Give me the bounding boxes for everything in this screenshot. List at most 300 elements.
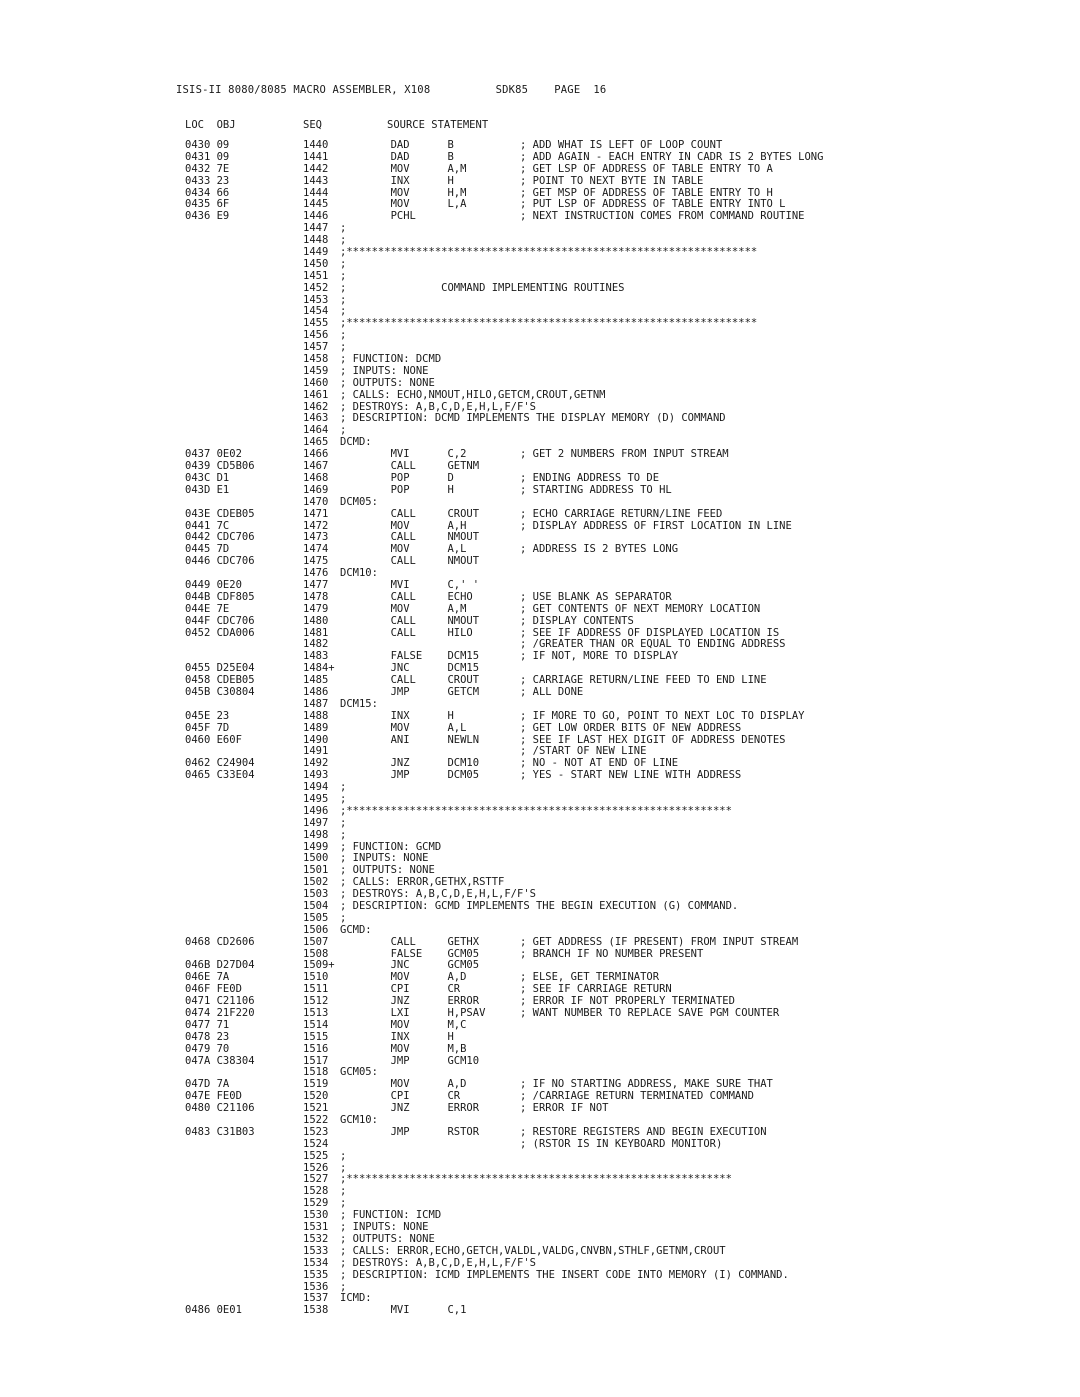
- sequence-number: 1516: [303, 1042, 329, 1055]
- sequence-number: 1503: [303, 888, 329, 901]
- source-statement: MOV A,L: [340, 721, 467, 734]
- sequence-number: 1523: [303, 1125, 329, 1138]
- comment: ; ADDRESS IS 2 BYTES LONG: [520, 543, 679, 556]
- source-statement: CALL NMOUT: [340, 555, 480, 568]
- comment: ; NEXT INSTRUCTION COMES FROM COMMAND ROUTINE: [520, 210, 805, 223]
- loc-obj-code: 047A C38304: [185, 1054, 255, 1067]
- listing-line: [0, 1103, 1080, 1115]
- source-statement: ;: [340, 1161, 347, 1174]
- listing-line: [0, 354, 1080, 366]
- source-statement: ;: [340, 792, 347, 805]
- source-statement: JNZ DCM10: [340, 757, 480, 770]
- listing-line: [0, 1139, 1080, 1151]
- listing-line: [0, 1056, 1080, 1068]
- sequence-number: 1448: [303, 234, 329, 247]
- listing-line: [0, 877, 1080, 889]
- sequence-number: 1445: [303, 198, 329, 211]
- source-statement: CALL GETNM: [340, 460, 480, 473]
- loc-obj-code: 0436 E9: [185, 210, 230, 223]
- loc-obj-code: 046F FE0D: [185, 983, 242, 996]
- sequence-number: 1512: [303, 995, 329, 1008]
- comment: ; ERROR IF NOT: [520, 1102, 609, 1115]
- comment: ; ELSE, GET TERMINATOR: [520, 971, 660, 984]
- listing-line: [0, 1008, 1080, 1020]
- sequence-number: 1488: [303, 709, 329, 722]
- listing-line: [0, 782, 1080, 794]
- loc-obj-code: 0432 7E: [185, 162, 230, 175]
- loc-obj-code: 0479 70: [185, 1042, 230, 1055]
- sequence-number: 1526: [303, 1161, 329, 1174]
- sequence-number: 1490: [303, 733, 329, 746]
- comment: ; CARRIAGE RETURN/LINE FEED TO END LINE: [520, 674, 767, 687]
- source-statement: MOV H,M: [340, 186, 467, 199]
- listing-line: [0, 818, 1080, 830]
- sequence-number: 1508: [303, 947, 329, 960]
- source-statement: ;: [340, 781, 347, 794]
- source-statement: ;: [340, 222, 347, 235]
- listing-line: [0, 497, 1080, 509]
- listing-line: [0, 152, 1080, 164]
- source-statement: MOV A,M: [340, 162, 467, 175]
- source-statement: JNC DCM15: [340, 662, 480, 675]
- listing-line: [0, 1186, 1080, 1198]
- source-statement: MOV M,B: [340, 1042, 467, 1055]
- sequence-number: 1538: [303, 1304, 329, 1317]
- listing-line: [0, 711, 1080, 723]
- comment: ; GET LOW ORDER BITS OF NEW ADDRESS: [520, 721, 742, 734]
- sequence-number: 1511: [303, 983, 329, 996]
- sequence-number: 1441: [303, 150, 329, 163]
- source-statement: ; CALLS: ECHO,NMOUT,HILO,GETCM,CROUT,GETNM: [340, 388, 606, 401]
- listing-line: [0, 723, 1080, 735]
- sequence-number: 1534: [303, 1256, 329, 1269]
- source-statement: MOV A,D: [340, 1078, 467, 1091]
- source-statement: JMP GCM10: [340, 1054, 480, 1067]
- comment: ; ENDING ADDRESS TO DE: [520, 471, 660, 484]
- listing-line: [0, 223, 1080, 235]
- comment: ; IF MORE TO GO, POINT TO NEXT LOC TO DISPLAY: [520, 709, 805, 722]
- comment: ; /CARRIAGE RETURN TERMINATED COMMAND: [520, 1090, 754, 1103]
- loc-obj-code: 0486 0E01: [185, 1304, 242, 1317]
- sequence-number: 1487: [303, 697, 329, 710]
- sequence-number: 1478: [303, 590, 329, 603]
- listing-line: [0, 1293, 1080, 1305]
- comment: ; IF NO STARTING ADDRESS, MAKE SURE THAT: [520, 1078, 773, 1091]
- source-statement: ;: [340, 1197, 347, 1210]
- sequence-number: 1472: [303, 519, 329, 532]
- source-statement: ; DESCRIPTION: DCMD IMPLEMENTS THE DISPLAY MEMORY (D) COMMAND: [340, 412, 726, 425]
- sequence-number: 1476: [303, 567, 329, 580]
- sequence-number: 1461: [303, 388, 329, 401]
- page-number: 16: [593, 84, 607, 96]
- source-statement: CALL NMOUT: [340, 531, 480, 544]
- source-statement: CALL GETHX: [340, 935, 480, 948]
- loc-obj-code: 0449 0E20: [185, 578, 242, 591]
- sequence-number: 1483: [303, 650, 329, 663]
- listing-line: [0, 1305, 1080, 1317]
- comment: ; ADD WHAT IS LEFT OF LOOP COUNT: [520, 139, 723, 151]
- sequence-number: 1531: [303, 1221, 329, 1234]
- sequence-number: 1514: [303, 1018, 329, 1031]
- source-listing: [0, 140, 1080, 1317]
- sequence-number: 1518: [303, 1066, 329, 1079]
- sequence-number: 1499: [303, 840, 329, 853]
- sequence-number: 1485: [303, 674, 329, 687]
- sequence-number: 1465: [303, 436, 329, 449]
- sequence-number: 1486: [303, 685, 329, 698]
- listing-line: [0, 865, 1080, 877]
- source-statement: FALSE DCM15: [340, 650, 480, 663]
- comment: ; RESTORE REGISTERS AND BEGIN EXECUTION: [520, 1125, 767, 1138]
- sequence-number: 1481: [303, 626, 329, 639]
- source-statement: JNZ ERROR: [340, 1102, 480, 1115]
- comment: ; SEE IF CARRIAGE RETURN: [520, 983, 672, 996]
- comment: ; WANT NUMBER TO REPLACE SAVE PGM COUNTER: [520, 1007, 780, 1020]
- sequence-number: 1507: [303, 935, 329, 948]
- comment: ; PUT LSP OF ADDRESS OF TABLE ENTRY INTO L: [520, 198, 786, 211]
- sequence-number: 1527: [303, 1173, 329, 1186]
- source-statement: ; DESTROYS: A,B,C,D,E,H,L,F/F'S: [340, 1256, 536, 1269]
- sequence-number: 1522: [303, 1114, 329, 1127]
- sequence-number: 1536: [303, 1280, 329, 1293]
- listing-line: [0, 1246, 1080, 1258]
- sequence-number: 1525: [303, 1149, 329, 1162]
- listing-line: [0, 211, 1080, 223]
- sequence-number: 1501: [303, 864, 329, 877]
- loc-obj-code: 046B D27D04: [185, 959, 255, 972]
- comment: ; ALL DONE: [520, 685, 584, 698]
- source-statement: INX H: [340, 709, 454, 722]
- source-statement: ;: [340, 234, 347, 247]
- source-statement: MOV A,H: [340, 519, 467, 532]
- listing-line: [0, 425, 1080, 437]
- comment: ; /START OF NEW LINE: [520, 745, 647, 758]
- sequence-number: 1471: [303, 507, 329, 520]
- sequence-number: 1443: [303, 174, 329, 187]
- source-statement: JNC GCM05: [340, 959, 480, 972]
- source-statement: ; DESTROYS: A,B,C,D,E,H,L,F/F'S: [340, 888, 536, 901]
- sequence-number: 1495: [303, 792, 329, 805]
- loc-obj-code: 0442 CDC706: [185, 531, 255, 544]
- source-statement: CPI CR: [340, 983, 461, 996]
- listing-line: [0, 699, 1080, 711]
- source-statement: DCMD:: [340, 436, 372, 449]
- source-statement: MOV A,D: [340, 971, 467, 984]
- comment: ; ADD AGAIN - EACH ENTRY IN CADR IS 2 BYTES LONG: [520, 150, 824, 163]
- source-statement: INX H: [340, 1030, 454, 1043]
- source-statement: ; FUNCTION: ICMD: [340, 1209, 442, 1222]
- sequence-number: 1497: [303, 816, 329, 829]
- sequence-number: 1533: [303, 1244, 329, 1257]
- listing-line: [0, 271, 1080, 283]
- loc-obj-code: 0435 6F: [185, 198, 230, 211]
- listing-line: [0, 1198, 1080, 1210]
- source-statement: ; FUNCTION: GCMD: [340, 840, 442, 853]
- listing-line: [0, 509, 1080, 521]
- sequence-number: 1460: [303, 376, 329, 389]
- comment: ; YES - START NEW LINE WITH ADDRESS: [520, 769, 742, 782]
- sequence-number: 1446: [303, 210, 329, 223]
- sequence-number: 1529: [303, 1197, 329, 1210]
- source-statement: GCM05:: [340, 1066, 378, 1079]
- loc-obj-code: 0430 09: [185, 139, 230, 151]
- sequence-number: 1491: [303, 745, 329, 758]
- source-statement: ;: [340, 911, 347, 924]
- source-statement: ; CALLS: ERROR,GETHX,RSTTF: [340, 876, 505, 889]
- sequence-number: 1466: [303, 448, 329, 461]
- listing-line: [0, 901, 1080, 913]
- listing-line: [0, 1282, 1080, 1294]
- comment: ; USE BLANK AS SEPARATOR: [520, 590, 672, 603]
- loc-obj-code: 045B C30804: [185, 685, 255, 698]
- sequence-number: 1444: [303, 186, 329, 199]
- source-statement: ;: [340, 828, 347, 841]
- listing-line: [0, 342, 1080, 354]
- sequence-number: 1530: [303, 1209, 329, 1222]
- comment: ; SEE IF LAST HEX DIGIT OF ADDRESS DENOTES: [520, 733, 786, 746]
- sequence-number: 1520: [303, 1090, 329, 1103]
- listing-line: [0, 830, 1080, 842]
- source-statement: ; DESCRIPTION: GCMD IMPLEMENTS THE BEGIN EXECUTION (G) COMMAND.: [340, 900, 739, 912]
- sequence-number: 1440: [303, 139, 329, 151]
- comment: ; /GREATER THAN OR EQUAL TO ENDING ADDRESS: [520, 638, 786, 651]
- source-statement: ;: [340, 341, 347, 354]
- sequence-number: 1528: [303, 1185, 329, 1198]
- sequence-number: 1468: [303, 471, 329, 484]
- loc-obj-code: 0439 CD5B06: [185, 460, 255, 473]
- loc-obj-code: 0452 CDA006: [185, 626, 255, 639]
- loc-obj-code: 0468 CD2606: [185, 935, 255, 948]
- sequence-number: 1477: [303, 578, 329, 591]
- source-statement: POP D: [340, 471, 454, 484]
- source-statement: ;: [340, 293, 347, 306]
- source-statement: POP H: [340, 483, 454, 496]
- listing-line: [0, 1174, 1080, 1186]
- loc-obj-code: 047D 7A: [185, 1078, 230, 1091]
- comment: ; ECHO CARRIAGE RETURN/LINE FEED: [520, 507, 723, 520]
- listing-line: [0, 937, 1080, 949]
- source-statement: ;: [340, 305, 347, 318]
- sequence-number: 1524: [303, 1137, 329, 1150]
- source-statement: ;: [340, 329, 347, 342]
- sequence-number: 1464: [303, 424, 329, 437]
- sequence-number: 1515: [303, 1030, 329, 1043]
- source-statement: ;: [340, 1185, 347, 1198]
- listing-line: [0, 544, 1080, 556]
- listing-line: [0, 1270, 1080, 1282]
- source-statement: ; DESTROYS: A,B,C,D,E,H,L,F/F'S: [340, 400, 536, 413]
- comment: ; ERROR IF NOT PROPERLY TERMINATED: [520, 995, 735, 1008]
- sequence-number: 1506: [303, 923, 329, 936]
- comment: ; DISPLAY ADDRESS OF FIRST LOCATION IN LINE: [520, 519, 792, 532]
- sequence-number: 1456: [303, 329, 329, 342]
- loc-obj-code: 0478 23: [185, 1030, 230, 1043]
- source-statement: FALSE GCM05: [340, 947, 480, 960]
- sequence-number: 1513: [303, 1007, 329, 1020]
- source-statement: DAD B: [340, 150, 454, 163]
- source-statement: ; OUTPUTS: NONE: [340, 376, 435, 389]
- comment: ; STARTING ADDRESS TO HL: [520, 483, 672, 496]
- listing-line: [0, 842, 1080, 854]
- sequence-number: 1492: [303, 757, 329, 770]
- sequence-number: 1510: [303, 971, 329, 984]
- comment: ; GET LSP OF ADDRESS OF TABLE ENTRY TO A: [520, 162, 773, 175]
- source-statement: CPI CR: [340, 1090, 461, 1103]
- source-statement: ;: [340, 269, 347, 282]
- sequence-number: 1473: [303, 531, 329, 544]
- source-statement: GCMD:: [340, 923, 372, 936]
- column-header-seq: SEQ: [303, 119, 322, 131]
- listing-line: [0, 1020, 1080, 1032]
- loc-obj-code: 044F CDC706: [185, 614, 255, 627]
- source-statement: ; OUTPUTS: NONE: [340, 864, 435, 877]
- listing-line: [0, 592, 1080, 604]
- comment: ; POINT TO NEXT BYTE IN TABLE: [520, 174, 704, 187]
- page-header: [176, 84, 606, 96]
- sequence-number: 1498: [303, 828, 329, 841]
- listing-line: [0, 604, 1080, 616]
- loc-obj-code: 043D E1: [185, 483, 230, 496]
- listing-line: [0, 1032, 1080, 1044]
- listing-line: [0, 913, 1080, 925]
- listing-line: [0, 1258, 1080, 1270]
- listing-line: [0, 378, 1080, 390]
- listing-line: [0, 1151, 1080, 1163]
- sequence-number: 1449: [303, 246, 329, 259]
- loc-obj-code: 0431 09: [185, 150, 230, 163]
- source-statement: ;: [340, 1280, 347, 1293]
- sequence-number: 1452: [303, 281, 329, 294]
- loc-obj-code: 043C D1: [185, 471, 230, 484]
- comment: ; DISPLAY CONTENTS: [520, 614, 634, 627]
- source-statement: ; INPUTS: NONE: [340, 852, 429, 865]
- loc-obj-code: 0460 E60F: [185, 733, 242, 746]
- source-statement: ;: [340, 1149, 347, 1162]
- source-statement: MVI C,2: [340, 448, 467, 461]
- source-statement: MOV A,M: [340, 602, 467, 615]
- sequence-number: 1459: [303, 364, 329, 377]
- loc-obj-code: 0465 C33E04: [185, 769, 255, 782]
- sequence-number: 1493: [303, 769, 329, 782]
- comment: ; BRANCH IF NO NUMBER PRESENT: [520, 947, 704, 960]
- listing-line: [0, 1044, 1080, 1056]
- listing-line: [0, 485, 1080, 497]
- sequence-number: 1484+: [303, 662, 335, 675]
- source-statement: ;*************************************************************: [340, 804, 732, 817]
- source-statement: CALL CROUT: [340, 674, 480, 687]
- sequence-number: 1482: [303, 638, 329, 651]
- sequence-number: 1474: [303, 543, 329, 556]
- comment: ; NO - NOT AT END OF LINE: [520, 757, 679, 770]
- source-statement: ; INPUTS: NONE: [340, 1221, 429, 1234]
- sequence-number: 1447: [303, 222, 329, 235]
- listing-line: [0, 366, 1080, 378]
- loc-obj-code: 0437 0E02: [185, 448, 242, 461]
- column-header-source: SOURCE STATEMENT: [387, 119, 489, 131]
- source-statement: ICMD:: [340, 1292, 372, 1305]
- source-statement: CALL CROUT: [340, 507, 480, 520]
- sequence-number: 1521: [303, 1102, 329, 1115]
- comment: ; SEE IF ADDRESS OF DISPLAYED LOCATION IS: [520, 626, 780, 639]
- sequence-number: 1519: [303, 1078, 329, 1091]
- sequence-number: 1457: [303, 341, 329, 354]
- sequence-number: 1467: [303, 460, 329, 473]
- source-statement: JMP DCM05: [340, 769, 480, 782]
- source-statement: MOV A,L: [340, 543, 467, 556]
- source-statement: LXI H,PSAV: [340, 1007, 486, 1020]
- source-statement: ;*****************************************************************: [340, 317, 758, 330]
- listing-line: [0, 413, 1080, 425]
- listing-line: [0, 330, 1080, 342]
- comment: ; GET ADDRESS (IF PRESENT) FROM INPUT STREAM: [520, 935, 799, 948]
- sequence-number: 1504: [303, 900, 329, 912]
- sequence-number: 1470: [303, 495, 329, 508]
- listing-line: [0, 1222, 1080, 1234]
- comment: ; IF NOT, MORE TO DISPLAY: [520, 650, 679, 663]
- source-statement: CALL HILO: [340, 626, 473, 639]
- source-statement: MVI C,' ': [340, 578, 480, 591]
- sequence-number: 1505: [303, 911, 329, 924]
- source-statement: JMP GETCM: [340, 685, 480, 698]
- source-statement: INX H: [340, 174, 454, 187]
- listing-line: [0, 568, 1080, 580]
- listing-line: [0, 259, 1080, 271]
- sequence-number: 1458: [303, 353, 329, 366]
- loc-obj-code: 0455 D25E04: [185, 662, 255, 675]
- listing-line: [0, 521, 1080, 533]
- listing-line: [0, 1210, 1080, 1222]
- listing-line: [0, 318, 1080, 330]
- listing-line: [0, 770, 1080, 782]
- listing-line: [0, 806, 1080, 818]
- comment: ; (RSTOR IS IN KEYBOARD MONITOR): [520, 1137, 723, 1150]
- sequence-number: 1532: [303, 1232, 329, 1245]
- listing-line: [0, 449, 1080, 461]
- sequence-number: 1442: [303, 162, 329, 175]
- loc-obj-code: 0433 23: [185, 174, 230, 187]
- sequence-number: 1517: [303, 1054, 329, 1067]
- listing-line: [0, 925, 1080, 937]
- loc-obj-code: 0483 C31B03: [185, 1125, 255, 1138]
- source-statement: JMP RSTOR: [340, 1125, 480, 1138]
- sequence-number: 1454: [303, 305, 329, 318]
- sequence-number: 1489: [303, 721, 329, 734]
- module-name: SDK85: [495, 84, 529, 96]
- source-statement: GCM10:: [340, 1114, 378, 1127]
- source-statement: ; INPUTS: NONE: [340, 364, 429, 377]
- loc-obj-code: 046E 7A: [185, 971, 230, 984]
- listing-line: [0, 556, 1080, 568]
- listing-line: [0, 247, 1080, 259]
- loc-obj-code: 044B CDF805: [185, 590, 255, 603]
- sequence-number: 1455: [303, 317, 329, 330]
- listing-line: [0, 687, 1080, 699]
- source-statement: MOV M,C: [340, 1018, 467, 1031]
- loc-obj-code: 0441 7C: [185, 519, 230, 532]
- source-statement: ;*************************************************************: [340, 1173, 732, 1186]
- sequence-number: 1480: [303, 614, 329, 627]
- listing-line: [0, 390, 1080, 402]
- source-statement: CALL NMOUT: [340, 614, 480, 627]
- loc-obj-code: 047E FE0D: [185, 1090, 242, 1103]
- listing-line: [0, 295, 1080, 307]
- sequence-number: 1462: [303, 400, 329, 413]
- listing-line: [0, 283, 1080, 295]
- comment: ; GET MSP OF ADDRESS OF TABLE ENTRY TO H: [520, 186, 773, 199]
- source-statement: ; CALLS: ERROR,ECHO,GETCH,VALDL,VALDG,CNVBN,STHLF,GETNM,CROUT: [340, 1244, 726, 1257]
- source-statement: MOV L,A: [340, 198, 467, 211]
- page-label: PAGE: [554, 84, 581, 96]
